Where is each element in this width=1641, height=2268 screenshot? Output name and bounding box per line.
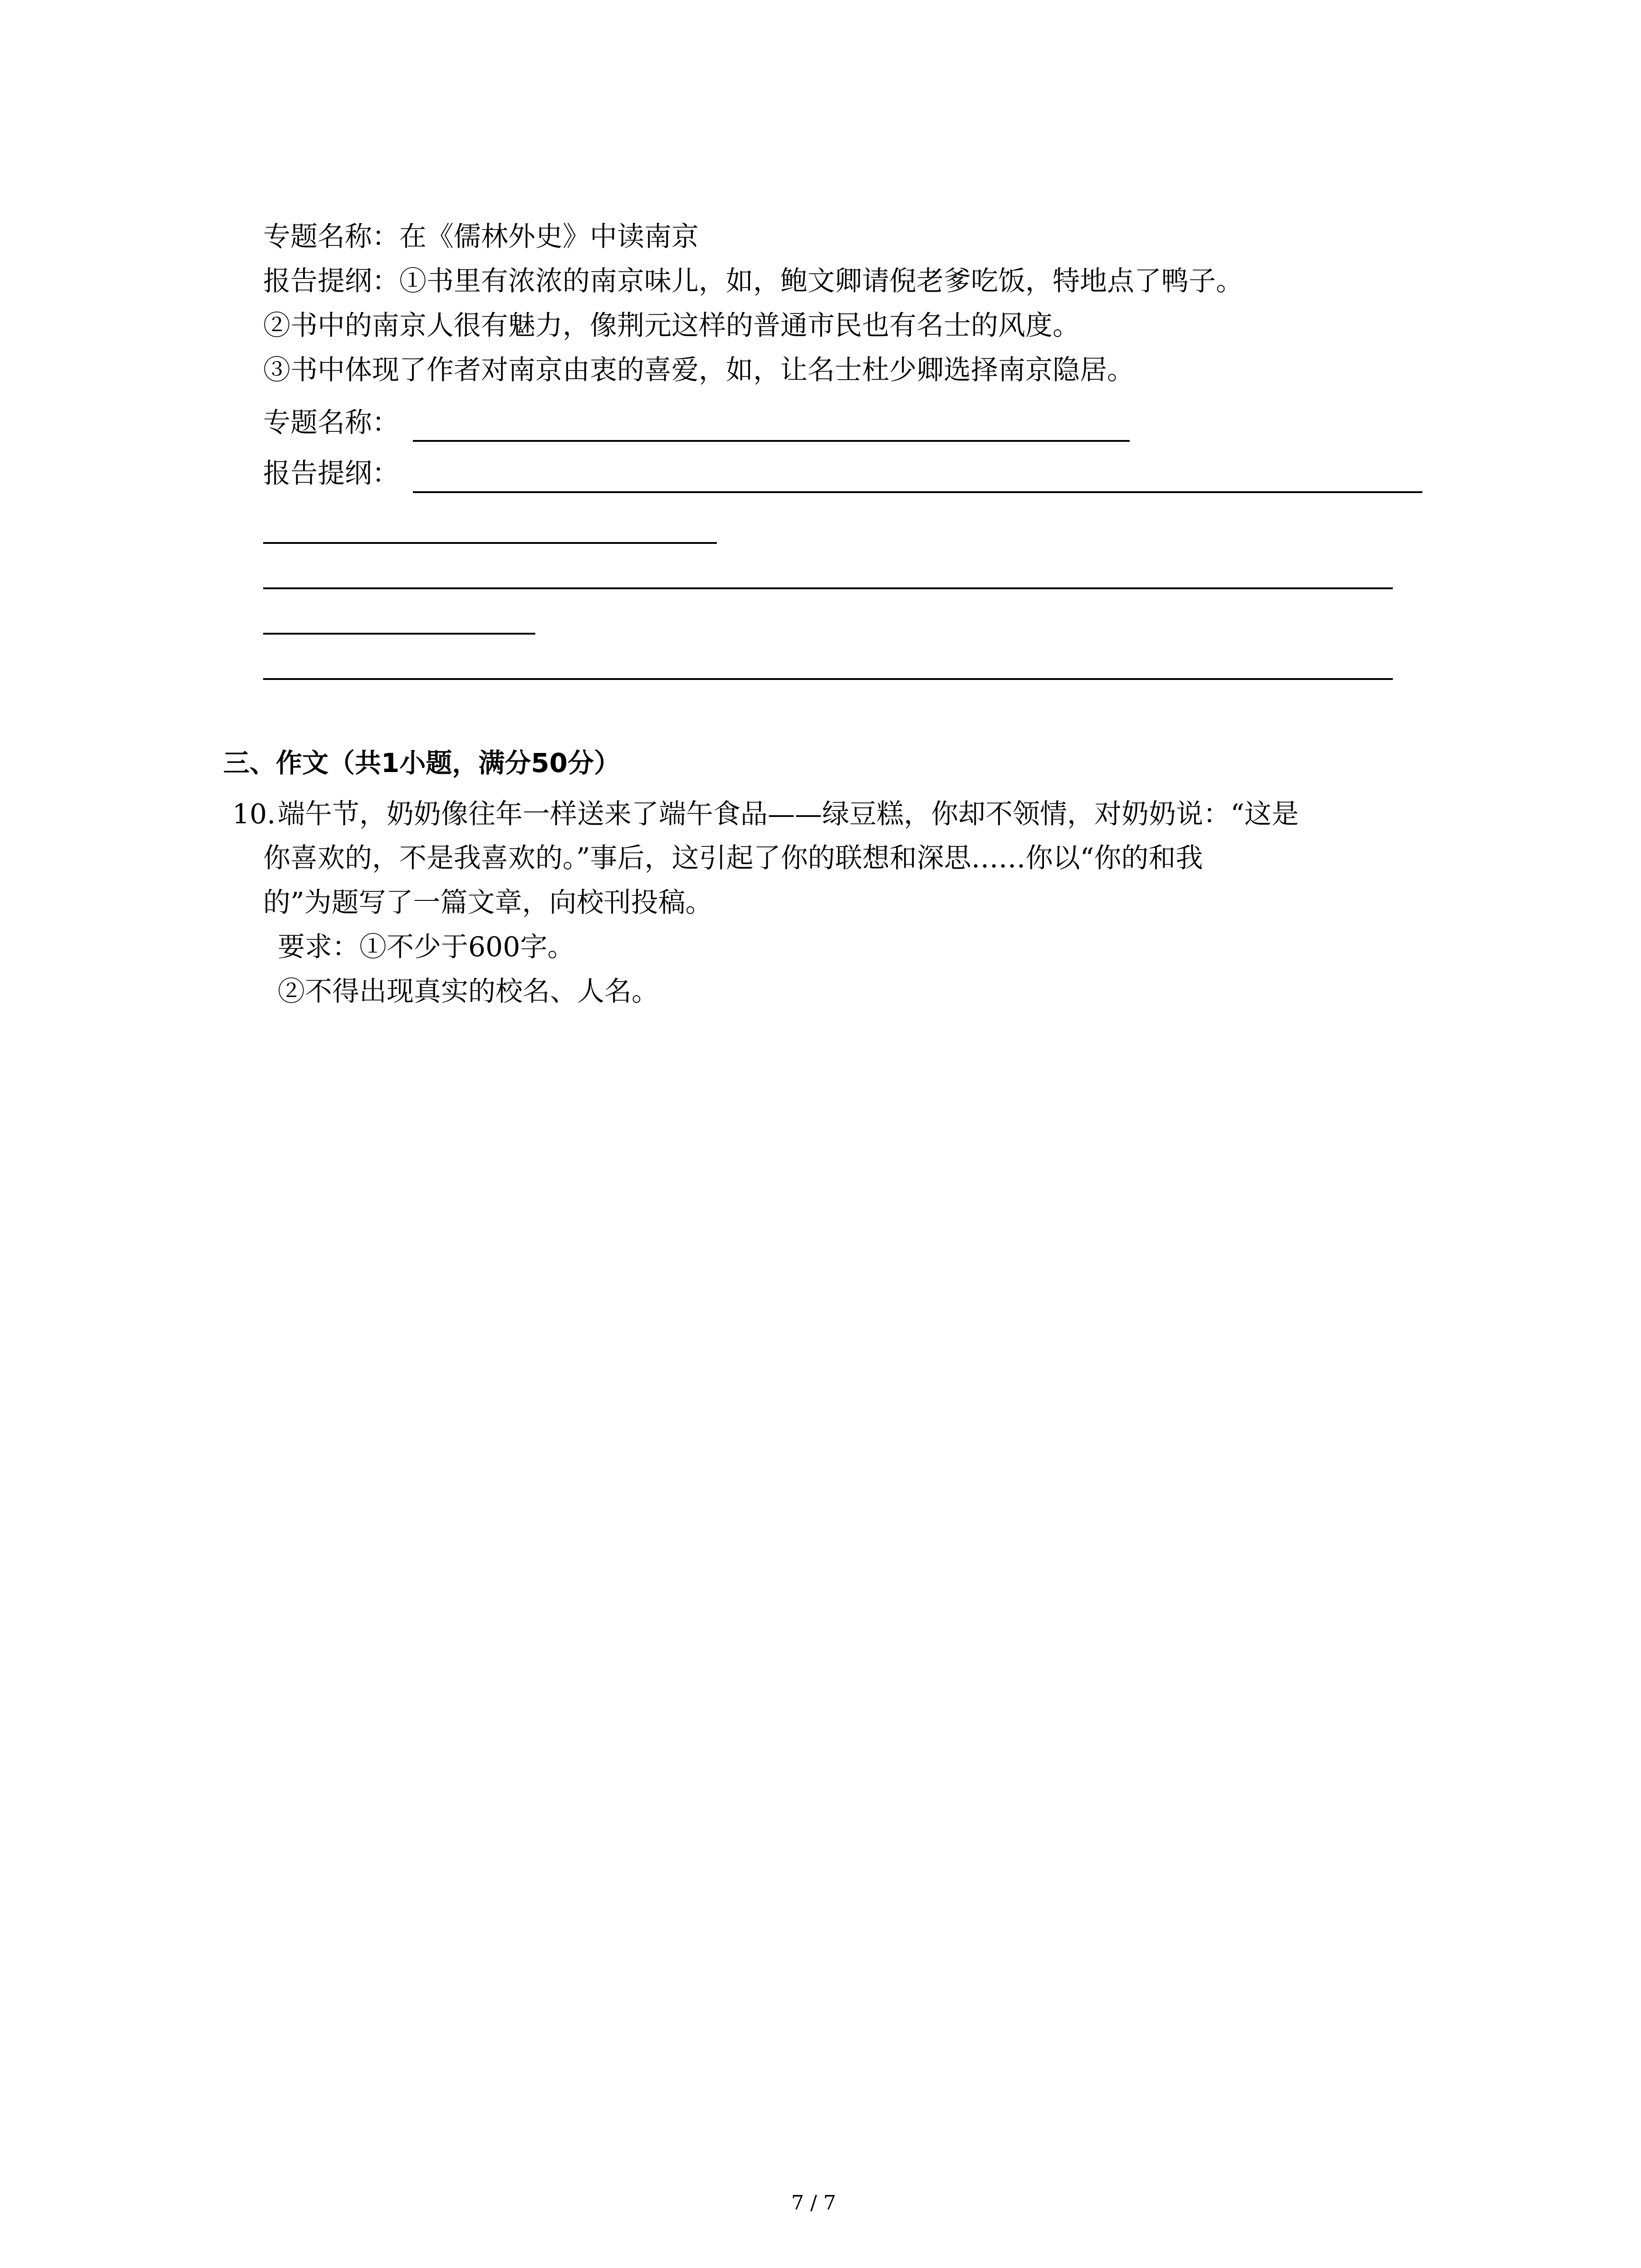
answer-outline-blank-1 [413,491,1422,493]
answer-outline-blank-5 [263,678,1393,680]
answer-topic-label: 专题名称： [263,407,399,439]
answer-outline-label: 报告提纲： [263,458,399,489]
question-10-line-2: 你喜欢的，不是我喜欢的。”事后，这引起了你的联想和深思……你以“你的和我 [263,842,1203,874]
question-10-requirement-2: ②不得出现真实的校名、人名。 [278,976,659,1007]
question-10-line-3: 的”为题写了一篇文章，向校刊投稿。 [263,887,713,919]
answer-outline-blank-3 [263,587,1393,589]
question-10-number: 10. [232,798,276,830]
answer-topic-blank [413,440,1130,442]
example-outline-line-2: ②书中的南京人很有魅力，像荆元这样的普通市民也有名士的风度。 [263,310,1080,342]
question-10-line-1: 端午节，奶奶像往年一样送来了端午食品——绿豆糕，你却不领情，对奶奶说：“这是 [278,798,1299,830]
answer-outline-blank-2 [263,542,717,544]
page-number: 7 / 7 [791,2191,836,2214]
question-10-requirement-1: 要求：①不少于600字。 [278,931,575,963]
answer-outline-blank-4 [263,633,535,635]
example-topic-line: 专题名称：在《儒林外史》中读南京 [263,221,699,253]
section-3-heading: 三、作文（共1小题，满分50分） [223,748,621,778]
example-outline-line-3: ③书中体现了作者对南京由衷的喜爱，如，让名士杜少卿选择南京隐居。 [263,354,1134,386]
example-outline-line-1: 报告提纲：①书里有浓浓的南京味儿，如，鲍文卿请倪老爹吃饭，特地点了鸭子。 [263,265,1243,297]
